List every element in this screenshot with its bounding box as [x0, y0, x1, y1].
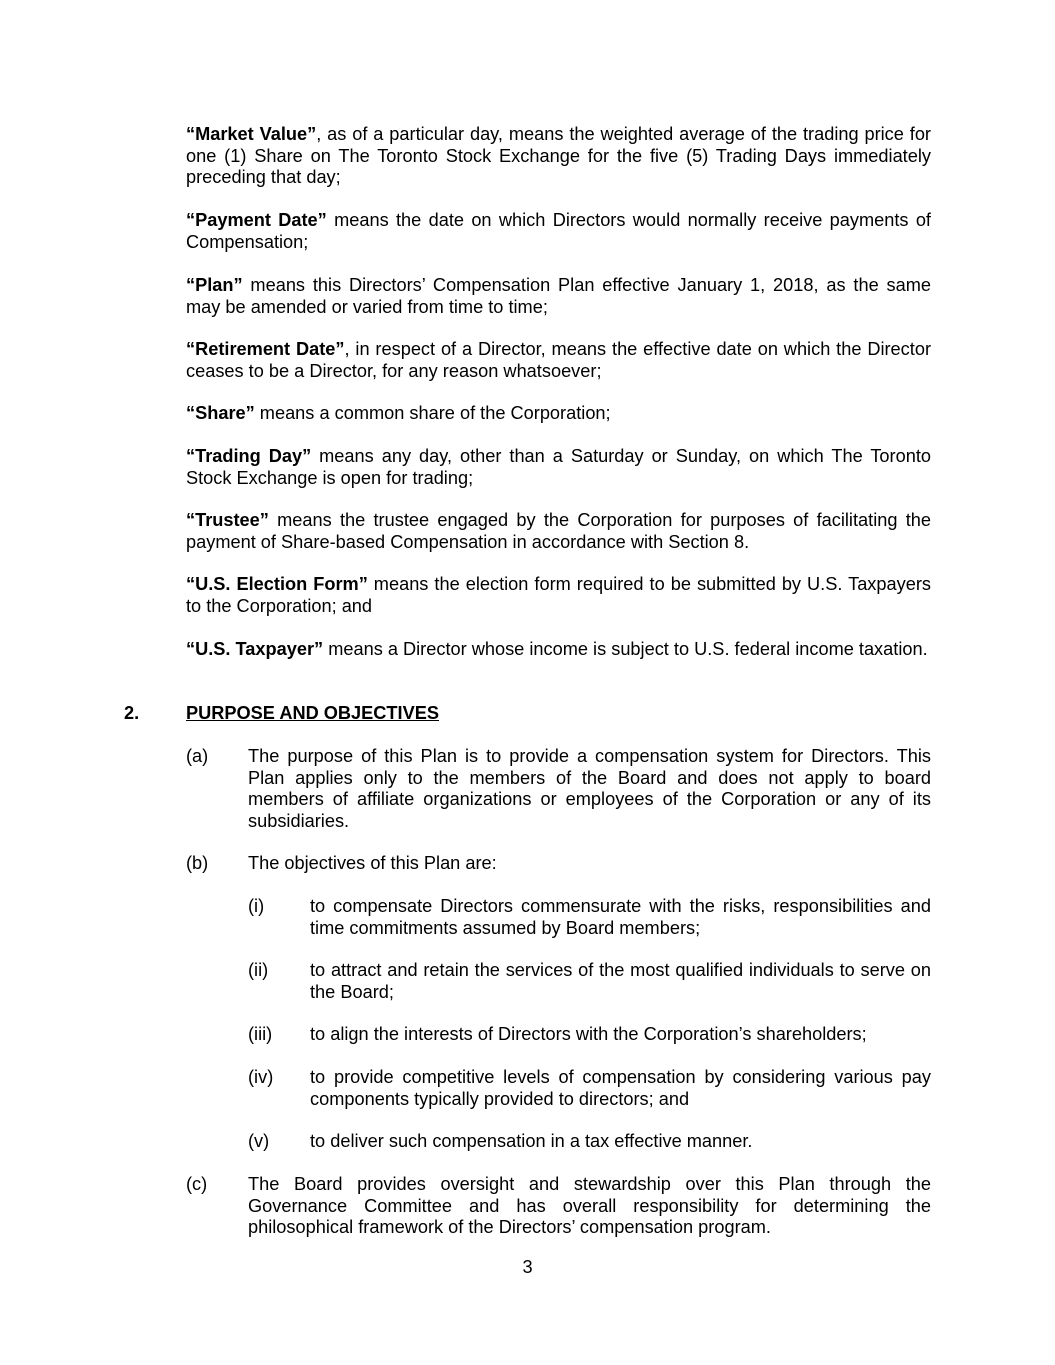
definition-retirement-date — [186, 339, 931, 382]
sub-list-marker: (iii) — [248, 1024, 273, 1044]
definition-term: “U.S. Taxpayer” — [186, 639, 324, 659]
section-title: PURPOSE AND OBJECTIVES — [186, 703, 439, 723]
definition-term: “Trustee” — [186, 510, 269, 530]
definition-payment-date — [186, 210, 931, 253]
sub-list-marker: (iv) — [248, 1067, 274, 1087]
definition-term: “Market Value” — [186, 124, 317, 144]
definition-trustee — [186, 510, 931, 553]
definition-trading-day — [186, 446, 931, 489]
sub-item-text: to deliver such compensation in a tax effective manner. — [310, 1131, 753, 1151]
definition-text: means the date on which Directors would normally receive payments of Compensation; — [186, 210, 931, 252]
definition-us-taxpayer — [186, 639, 931, 661]
list-item-text: The purpose of this Plan is to provide a compensation system for Directors. This Plan applies only to the members of the Board and does not apply to board members of affiliate organizations or employees of the Corporation or any of its subsidiaries. — [248, 746, 931, 831]
sub-list-marker: (ii) — [248, 960, 269, 980]
sub-list-marker: (v) — [248, 1131, 270, 1151]
sub-item-text: to provide competitive levels of compensation by considering various pay components typically provided to directors; and — [310, 1067, 931, 1109]
sub-item-text: to align the interests of Directors with the Corporation’s shareholders; — [310, 1024, 867, 1044]
definition-us-election-form — [186, 574, 931, 617]
definition-text: means this Directors’ Compensation Plan effective January 1, 2018, as the same may be amended or varied from time to time; — [186, 275, 931, 317]
list-marker: (b) — [186, 853, 209, 873]
sub-list-marker: (i) — [248, 896, 265, 916]
section-number: 2. — [124, 703, 140, 723]
definition-plan — [186, 275, 931, 318]
definition-text: means the trustee engaged by the Corporation for purposes of facilitating the payment of Share-based Compensation in accordance with Section 8. — [186, 510, 931, 552]
definition-share — [186, 403, 931, 425]
definition-text: means any day, other than a Saturday or Sunday, on which The Toronto Stock Exchange is open for trading; — [186, 446, 931, 488]
definition-term: “Plan” — [186, 275, 243, 295]
definition-text: means a common share of the Corporation; — [254, 403, 611, 423]
definition-term: “Payment Date” — [186, 210, 327, 230]
sub-item-text: to attract and retain the services of the most qualified individuals to serve on the Board; — [310, 960, 931, 1002]
section-heading — [124, 703, 931, 725]
definition-market-value — [186, 124, 931, 189]
list-item-text: The Board provides oversight and stewardship over this Plan through the Governance Committee and has overall responsibility for determining the philosophical framework of the Directors’ compensation program. — [248, 1174, 931, 1237]
list-marker: (c) — [186, 1174, 208, 1194]
sub-item-text: to compensate Directors commensurate with the risks, responsibilities and time commitments assumed by Board members; — [310, 896, 931, 938]
definition-term: “Retirement Date” — [186, 339, 345, 359]
definition-text: , as of a particular day, means the weighted average of the trading price for one (1) Share on The Toronto Stock Exchange for the five (5) Trading Days immediately preceding that day; — [186, 124, 931, 187]
definition-text: means the election form required to be submitted by U.S. Taxpayers to the Corporation; and — [186, 574, 931, 616]
list-item-text: The objectives of this Plan are: — [248, 853, 497, 873]
definition-term: “Share” — [186, 403, 255, 423]
definition-term: “U.S. Election Form” — [186, 574, 368, 594]
definition-term: “Trading Day” — [186, 446, 312, 466]
list-marker: (a) — [186, 746, 209, 766]
page-number: 3 — [522, 1257, 533, 1277]
definition-text: , in respect of a Director, means the effective date on which the Director ceases to be a Director, for any reason whatsoever; — [186, 339, 931, 381]
definition-text: means a Director whose income is subject to U.S. federal income taxation. — [323, 639, 928, 659]
